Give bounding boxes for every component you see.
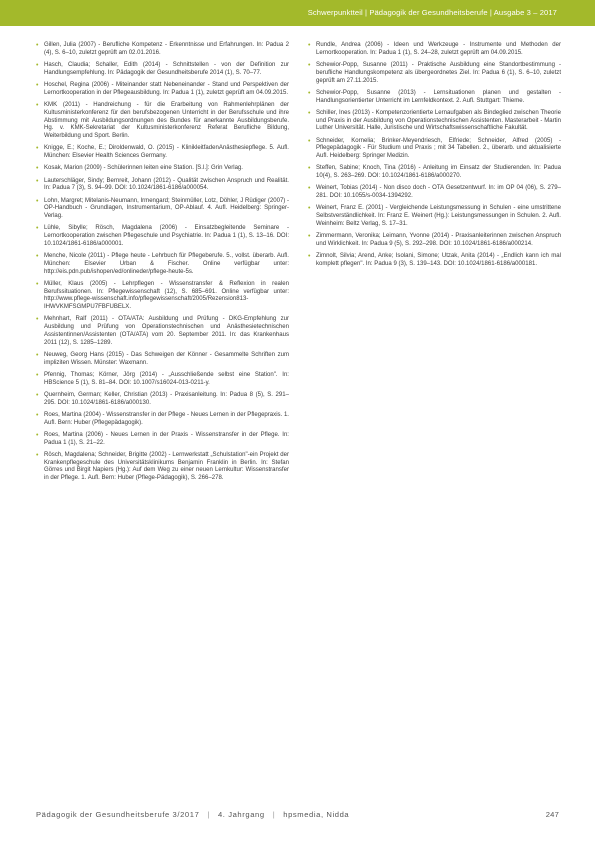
reference-text: Rösch, Magdalena; Schneider, Brigitte (2002) - Lernwerkstatt „Schulstation"-ein Projekt der Krankenpflegeschule des Universitätsklinikums Benjamin Franklin in Berlin. In: Stefan Görres und Birgit Napiers (Hg.): Auf dem Weg zu einer neuen Lernkultur: Wissenstransfer in der Pflege. 1. Aufl. Bern: Huber (Pflege-Pädagogik), S. 266–278.	[44, 451, 289, 481]
footer-publisher: hpsmedia, Nidda	[283, 810, 350, 819]
reference-text: Roes, Martina (2006) - Neues Lernen in der Praxis - Wissenstransfer in der Pflege. In: Padua 1 (1), S. 21–22.	[44, 431, 289, 446]
bullet-icon: •	[36, 253, 39, 260]
reference-entry	[308, 62, 561, 85]
bullet-icon: •	[308, 137, 311, 145]
reference-text: Weinert, Tobias (2014) - Non disco doch - OTA Gesetzentwurf. In: im OP 04 (06), S. 279–281. DOI: 10.1055/s-0034-1394292.	[316, 185, 561, 199]
bullet-icon: •	[36, 62, 39, 69]
reference-entry	[308, 165, 561, 181]
footer-separator: |	[272, 810, 276, 819]
reference-text: KMK (2011) - Handreichung - für die Erarbeitung von Rahmenlehrplänen der Kultusministerkonferenz für den berufsbezogenen Unterricht in der Berufsschule und ihre Abstimmung mit Ausbildungsordnungen des Bundes für anerkannte Ausbildungsberufe. Hg. v. KMK-Sekretariat der Kultusministerkonferenz Referat Berufliche Bildung, Weiterbildung und Sport. Berlin.	[44, 102, 289, 139]
bullet-icon: •	[36, 42, 39, 49]
reference-text: Lauterschläger, Sindy; Bernreit, Johann (2012) - Qualität zwischen Anspruch und Realität. In: Padua 7 (3), S. 94–99. DOI: 10.1024/1861-6186/a000054.	[44, 177, 289, 192]
bullet-icon: •	[308, 185, 311, 193]
footer-volume: 4. Jahrgang	[217, 810, 265, 819]
reference-text: Quernheim, German; Keller, Christian (2013) - Praxisanleitung. In: Padua 8 (5), S. 291–295. DOI: 10.1024/1861-6186/a000130.	[44, 391, 289, 406]
reference-text: Menche, Nicole (2011) - Pflege heute - Lehrbuch für Pflegeberufe. 5., vollst. überarb. Aufl. München: Elsevier Urban & Fischer. Online verfügbar unter: http://eis.pdn.pub/ishopen/ed/onlineder/pflege-heute-5s.	[44, 253, 289, 275]
footer-journal: Pädagogik der Gesundheitsberufe 3/2017	[36, 810, 200, 819]
reference-entry	[308, 205, 561, 228]
reference-entry	[36, 225, 289, 248]
bullet-icon: •	[36, 411, 39, 419]
reference-text: Schiller, Ines (2013) - Kompetenzorientierte Lernaufgaben als Bindeglied zwischen Theorie und Praxis in der Ausbildung von Operationstechnischen Assistenten. Masterarbeit - Martin Luther Universität. Halle, Juristische und Wirtschaftswissenschaftliche Fakultät.	[316, 109, 561, 132]
reference-entry	[36, 145, 289, 161]
reference-entry	[36, 198, 289, 221]
bullet-icon: •	[36, 431, 39, 439]
reference-text: Pfennig, Thomas; Körner, Jörg (2014) - „Ausschließende selbst eine Station". In: HBScience 5 (1), S. 81–84. DOI: 10.1007/s16024-013-0211-y.	[44, 371, 289, 386]
reference-entry	[36, 372, 289, 388]
reference-text: Neuweg, Georg Hans (2015) - Das Schweigen der Könner - Gesammelte Schriften zum impliziten Wissen. Münster: Waxmann.	[44, 351, 289, 366]
reference-entry	[308, 253, 561, 269]
reference-text: Lühle, Sibylle; Rösch, Magdalena (2006) - Einsatzbegleitende Seminare - Lernortkooperation zwischen Pflegeschule und Psychiatrie. In: Padua 1 (1), S. 13–16. DOI: 10.1024/1861-6186/a000001.	[44, 225, 289, 247]
reference-text: Knigge, E.; Koche, E.; Diroldenwald, O. (2015) - KlinikleitfadenAnästhesiepflege. 5. Aufl. München: Elsevier Health Sciences Germany.	[44, 145, 289, 159]
page-number: 247	[545, 810, 559, 819]
reference-text: Zimnolt, Silvia; Arend, Anke; Isolani, Simone; Utzak, Anita (2014) - „Endlich kann ich mal komplett pflegen". In: Padua 9 (3), S. 139–143. DOI: 10.1024/1861-6186/a000181.	[316, 253, 561, 267]
bullet-icon: •	[308, 165, 311, 173]
bullet-icon: •	[36, 197, 39, 205]
reference-text: Gillen, Julia (2007) - Berufliche Kompetenz - Erkenntnisse und Erfahrungen. In: Padua 2 (4), S. 6–10, zuletzt geprüft am 02.01.2016.	[44, 42, 289, 56]
bullet-icon: •	[308, 253, 311, 260]
reference-text: Lohn, Margret; Mitelanis-Neumann, Irmengard; Steinmüller, Lotz, Döhler, J Rüdiger (2007) - OP-Handbuch - Grundlagen, Instrumentarium, OP-Ablauf. 4. Aufl. Heidelberg: Springer-Verlag.	[44, 197, 290, 219]
reference-entry	[308, 138, 561, 161]
reference-text: Schneider, Kornelia; Brinker-Meyendriesch, Elfriede; Schneider, Alfred (2005) - Pflegepädagogik - Für Studium und Praxis ; mit 34 Tabellen. 2., überarb. und aktualisierte Aufl. Heidelberg: Springer Medizin.	[316, 137, 561, 159]
reference-entry	[36, 316, 289, 347]
reference-text: Mehnhart, Ralf (2011) - OTA/ATA: Ausbildung und Prüfung - DKG-Empfehlung zur Ausbildung und Prüfung von Operationstechnischen und Anästhesietechnischen Assistentinnen/Assistenten (OTA/ATA) vom 20. September 2011. In: das Krankenhaus 2011 (12), S. 1285–1289.	[44, 316, 289, 346]
reference-entry	[308, 185, 561, 201]
bullet-icon: •	[36, 451, 39, 459]
references-column-left	[36, 42, 289, 487]
reference-entry	[36, 165, 289, 173]
reference-text: Müller, Klaus (2005) - Lehrpflegen - Wissenstransfer & Reflexion in realen Berufssituationen. In: Pflegewissenschaft (12), S. 685–691. Online verfügbar unter: http://www.pflege-wissenschaft.info/pflegewissenschaft/2005/Rezension813-IHWVKMFSGMPU7FBFUBELX.	[44, 280, 289, 310]
bullet-icon: •	[36, 371, 39, 379]
reference-text: Hoschel, Regina (2006) - Miteinander statt Nebeneinander - Stand und Perspektiven der Lernortkooperation in der Pflegeausbildung. In: Padua 1 (1), zuletzt geprüft am 04.09.2015.	[44, 82, 289, 96]
reference-text: Steffen, Sabine; Knoch, Tina (2016) - Anleitung im Einsatz der Studierenden. In: Padua 10(4), S. 263–269. DOI: 10.1024/1861-6186/a000270.	[316, 165, 561, 179]
reference-entry	[36, 178, 289, 194]
reference-entry	[36, 42, 289, 58]
reference-entry	[36, 352, 289, 368]
reference-entry	[36, 253, 289, 276]
reference-entry	[308, 42, 561, 58]
bullet-icon: •	[36, 145, 39, 153]
bullet-icon: •	[36, 316, 39, 324]
bullet-icon: •	[308, 109, 311, 117]
bullet-icon: •	[36, 225, 39, 233]
bullet-icon: •	[308, 233, 311, 240]
page-footer	[36, 810, 559, 819]
reference-entry	[36, 432, 289, 448]
bullet-icon: •	[36, 391, 39, 399]
bullet-icon: •	[308, 205, 311, 213]
references-column-right	[308, 42, 561, 273]
header-bar	[0, 0, 595, 26]
bullet-icon: •	[308, 62, 311, 69]
reference-entry	[36, 102, 289, 141]
reference-entry	[308, 233, 561, 249]
reference-text: Weinert, Franz E. (2001) - Vergleichende Leistungsmessung in Schulen - eine umstrittene Selbstverständlichkeit. In: Franz E. Weinert (Hg.): Leistungsmessungen in Schulen. 2. Aufl. Weinheim: Beltz Verlag, S. 17–31.	[316, 205, 561, 227]
reference-entry	[36, 281, 289, 312]
reference-text: Kosak, Marion (2009) - Schülerinnen leiten eine Station. [S.l.]: Grin Verlag.	[44, 165, 243, 172]
bullet-icon: •	[36, 102, 39, 109]
bullet-icon: •	[36, 280, 39, 288]
running-header: Schwerpunktteil | Pädagogik der Gesundheitsberufe | Ausgabe 3 – 2017	[307, 8, 557, 17]
bullet-icon: •	[308, 42, 311, 49]
reference-entry	[36, 392, 289, 408]
bullet-icon: •	[36, 82, 39, 89]
reference-entry	[36, 62, 289, 78]
reference-entry	[36, 82, 289, 98]
bullet-icon: •	[36, 165, 39, 173]
reference-entry	[308, 90, 561, 106]
reference-entry	[308, 110, 561, 133]
reference-entry	[36, 452, 289, 483]
footer-separator: |	[207, 810, 210, 819]
reference-text: Hasch, Claudia; Schaller, Edith (2014) - Schnittstellen - von der Definition zur Handlungsempfehlung. In: Pädagogik der Gesundheitsberufe 2014 (1), S. 70–77.	[44, 62, 289, 76]
bullet-icon: •	[36, 177, 39, 185]
reference-text: Roes, Martina (2004) - Wissenstransfer in der Pflege - Neues Lernen in der Pflegepraxis. 1. Aufl. Bern: Huber (Pflegepädagogik).	[44, 411, 289, 426]
reference-text: Schewior-Popp, Susanne (2013) - Lernsituationen planen und gestalten - Handlungsorientierter Unterricht im Lernfeldkontext. 2. Aufl. Stuttgart: Thieme.	[316, 89, 561, 104]
reference-text: Schewior-Popp, Susanne (2011) - Praktische Ausbildung eine Standortbestimmung - berufliche Handlungskompetenz als übergeordnetes Ziel. In: Padua 6 (1), S. 6–10, zuletzt geprüft am 27.11.2015.	[316, 62, 561, 84]
bullet-icon: •	[308, 89, 311, 97]
reference-text: Zimmermann, Veronika; Leimann, Yvonne (2014) - Praxisanleiterinnen zwischen Anspruch und Wirklichkeit. In: Padua 9 (5), S. 292–298. DOI: 10.1024/1861-6186/a000214.	[316, 233, 561, 247]
bullet-icon: •	[36, 351, 39, 359]
reference-entry	[36, 412, 289, 428]
reference-text: Rundle, Andrea (2006) - Ideen und Werkzeuge - Instrumente und Methoden der Lernortkooperation. In: Padua 1 (1), S. 24–28, zuletzt geprüft am 04.09.2015.	[316, 42, 561, 56]
